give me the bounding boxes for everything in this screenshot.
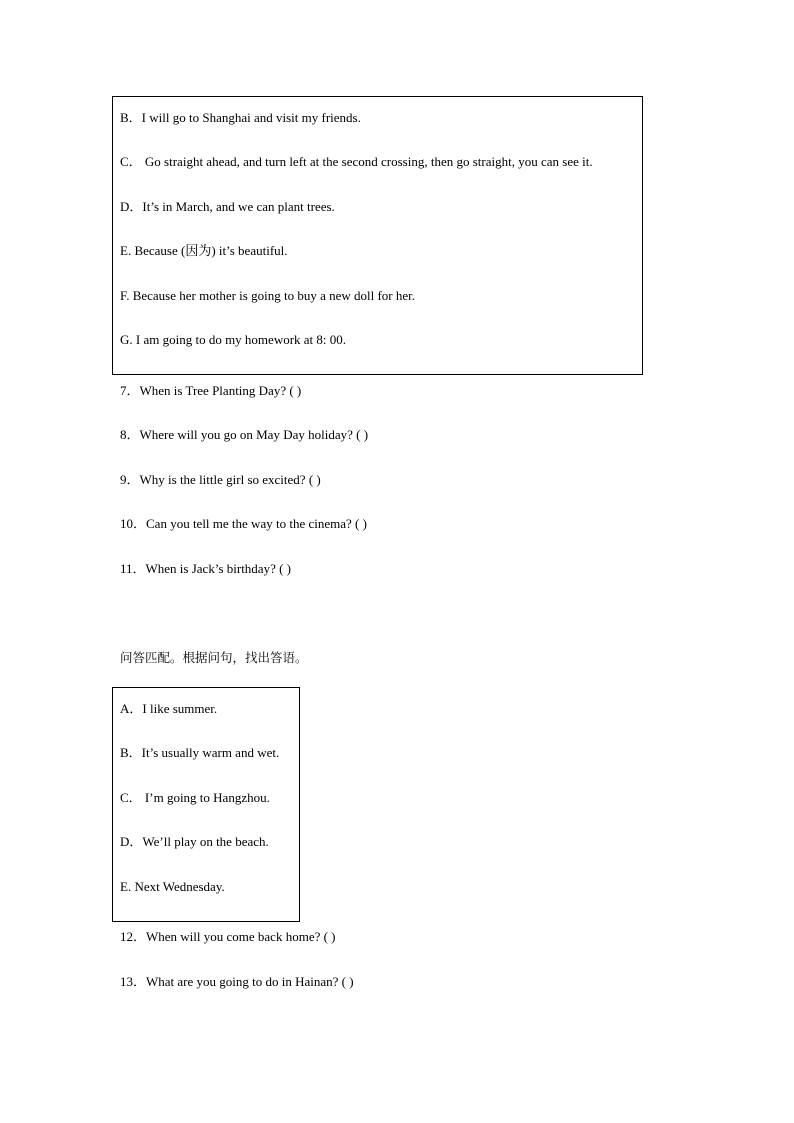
question-12: 12．When will you come back home? ( ) bbox=[120, 929, 336, 944]
question-7: 7．When is Tree Planting Day? ( ) bbox=[120, 383, 302, 398]
option-f: F. Because her mother is going to buy a new doll for her. bbox=[120, 288, 416, 303]
question-8: 8．Where will you go on May Day holiday? ( ) bbox=[120, 427, 369, 442]
option-b: B．I will go to Shanghai and visit my friends. bbox=[120, 110, 361, 125]
option-d: D．We’ll play on the beach. bbox=[120, 834, 269, 849]
option-d: D．It’s in March, and we can plant trees. bbox=[120, 199, 335, 214]
option-a: A．I like summer. bbox=[120, 701, 218, 716]
option-b: B．It’s usually warm and wet. bbox=[120, 745, 280, 760]
option-g: G. I am going to do my homework at 8: 00. bbox=[120, 332, 347, 347]
option-e: E. Because (因为) it’s beautiful. bbox=[120, 243, 288, 258]
option-c: C． Go straight ahead, and turn left at the second crossing, then go straight, you can see it. bbox=[120, 154, 593, 169]
question-9: 9．Why is the little girl so excited? ( ) bbox=[120, 472, 321, 487]
option-c: C． I’m going to Hangzhou. bbox=[120, 790, 270, 805]
question-11: 11．When is Jack’s birthday? ( ) bbox=[120, 561, 291, 576]
option-e: E. Next Wednesday. bbox=[120, 879, 225, 894]
question-10: 10．Can you tell me the way to the cinema? ( ) bbox=[120, 516, 367, 531]
question-13: 13．What are you going to do in Hainan? ( ) bbox=[120, 974, 354, 989]
section-instruction: 问答匹配。根据问句，找出答语。 bbox=[120, 650, 308, 665]
